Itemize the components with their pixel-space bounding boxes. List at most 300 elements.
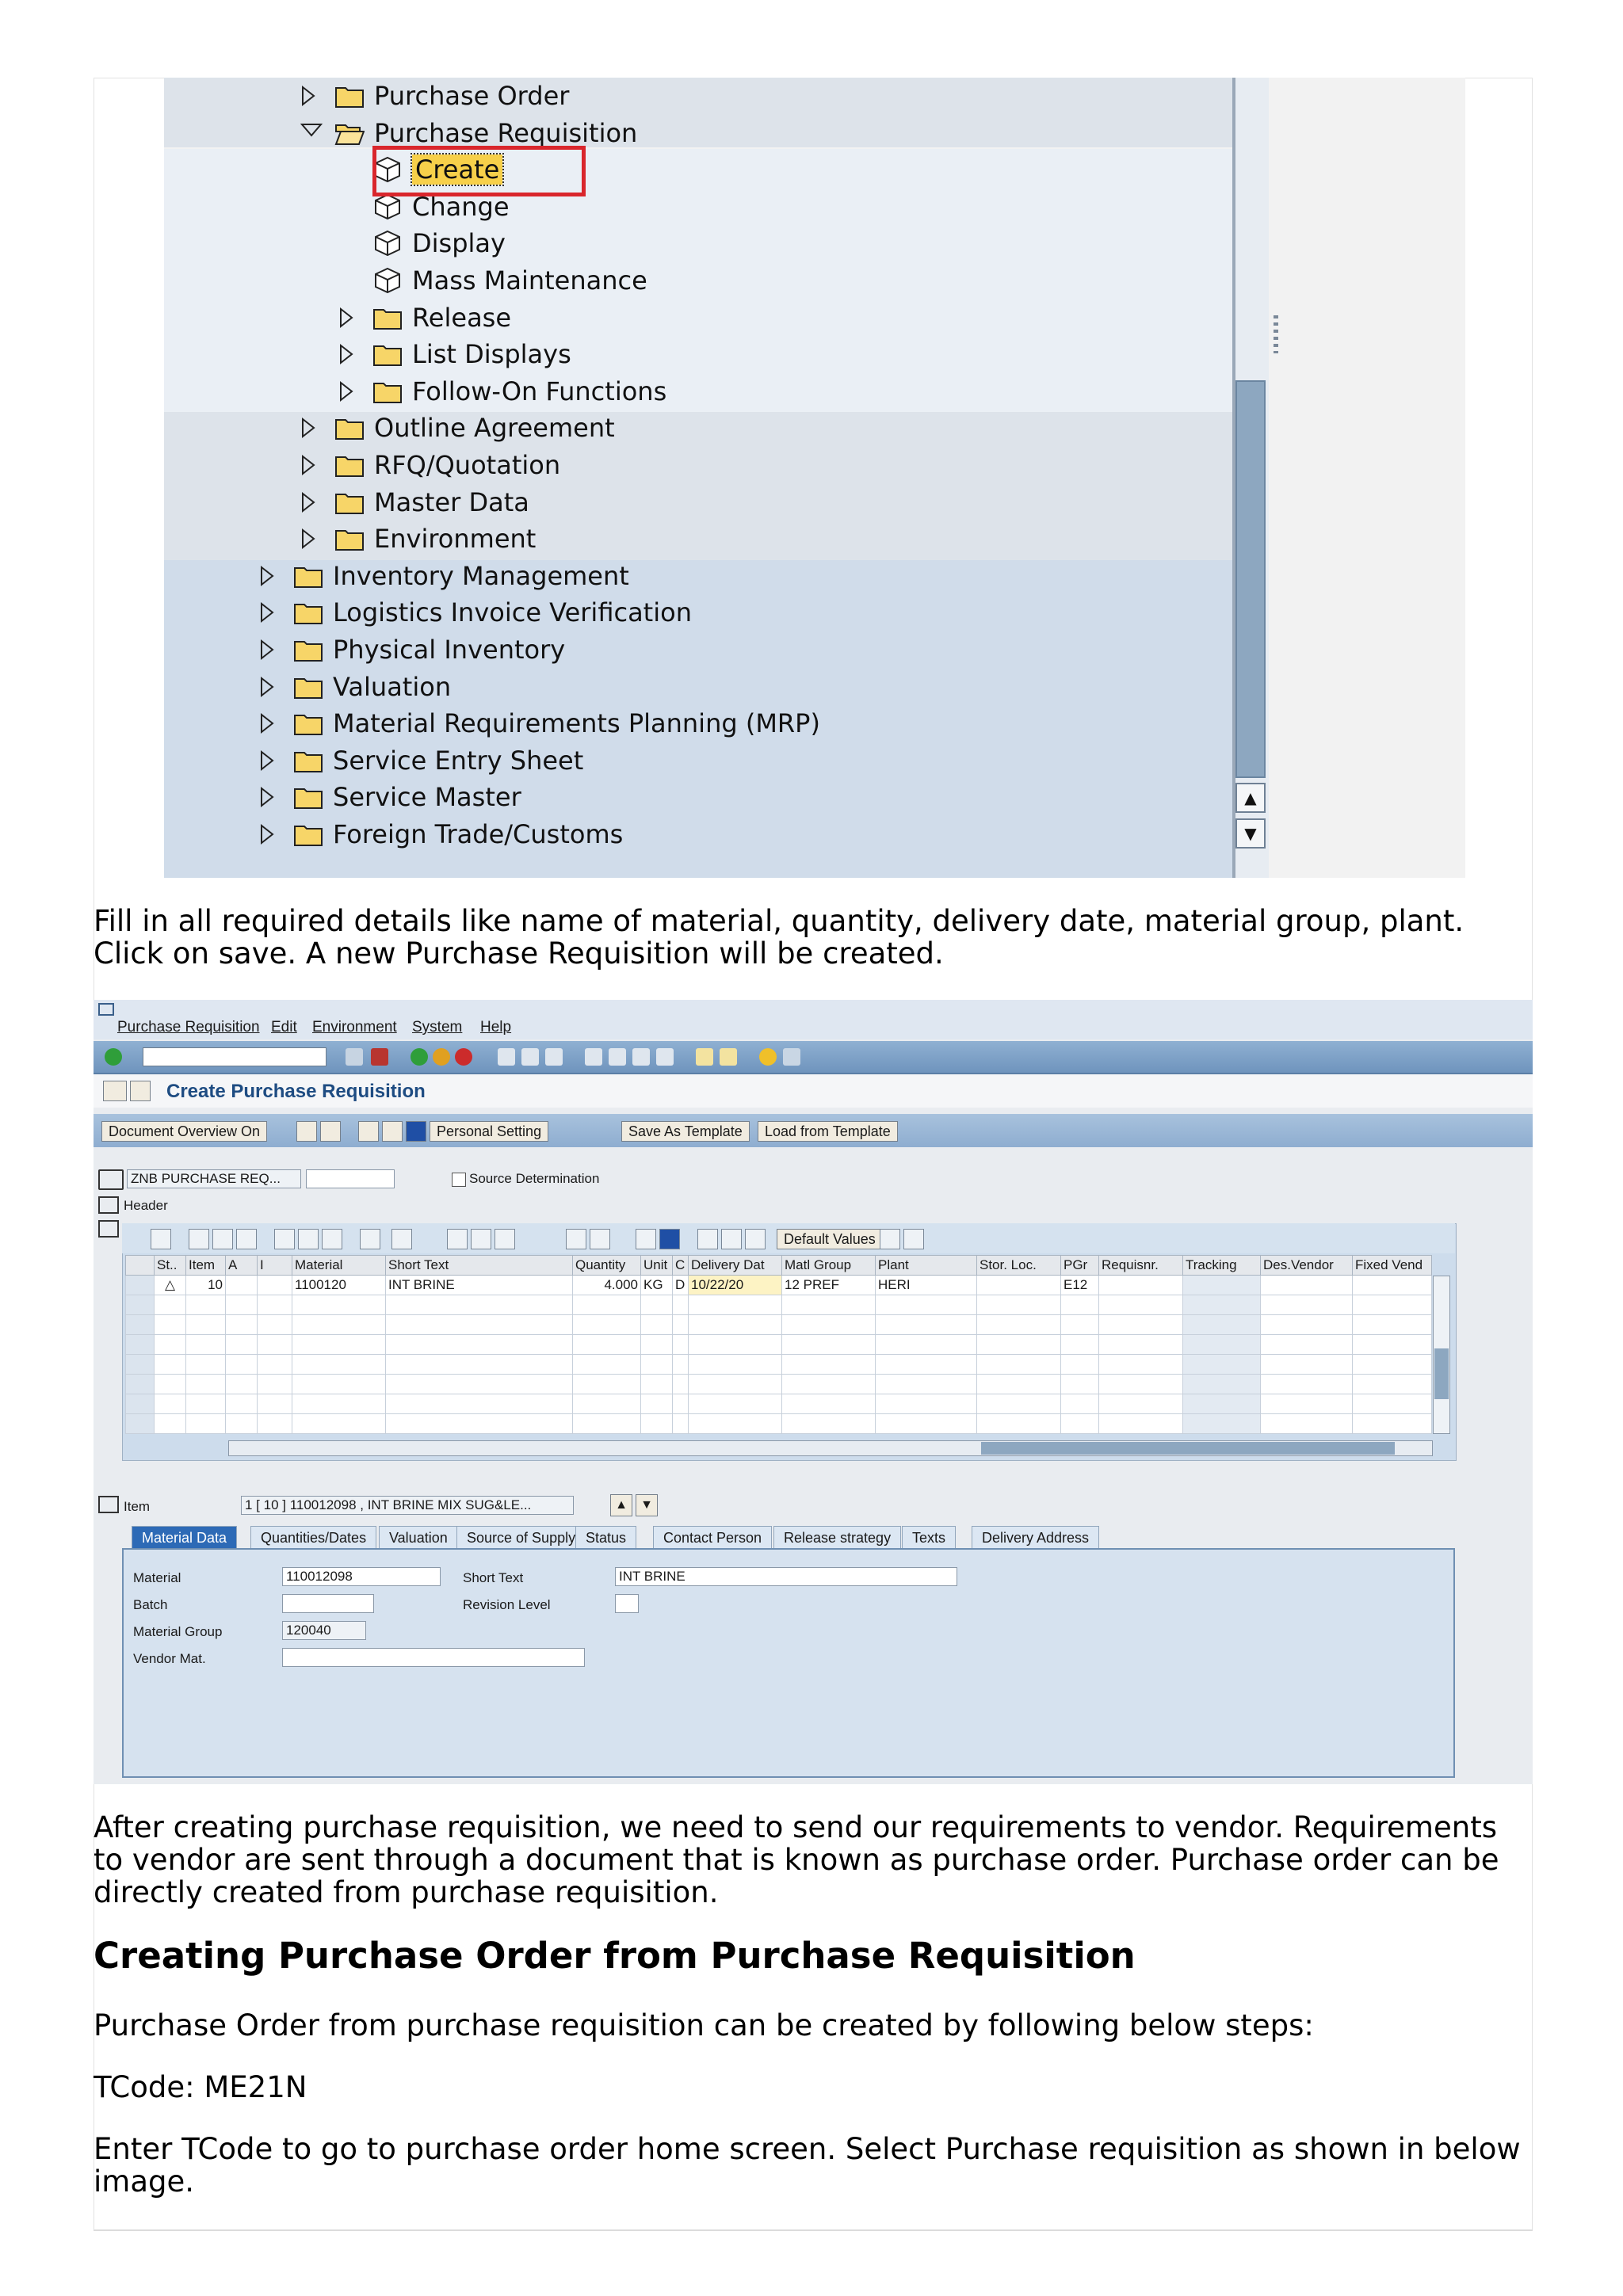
delete-row-icon[interactable] <box>212 1229 233 1249</box>
collapsed-triangle-icon[interactable] <box>300 490 317 514</box>
grid-cell[interactable] <box>292 1414 386 1434</box>
shortcut-icon[interactable] <box>720 1048 737 1066</box>
grid-cell[interactable] <box>876 1394 977 1414</box>
grid-cell[interactable] <box>186 1355 226 1375</box>
print-icon[interactable] <box>498 1048 515 1066</box>
insert-row-icon[interactable] <box>236 1229 257 1249</box>
grid-cell[interactable] <box>226 1276 258 1295</box>
window-menu-icon[interactable] <box>98 1003 114 1016</box>
grid-cell[interactable] <box>977 1414 1061 1434</box>
grid-cell[interactable] <box>155 1375 186 1394</box>
grid-cell[interactable] <box>641 1335 673 1355</box>
grid-cell[interactable] <box>258 1414 292 1434</box>
grid-cell[interactable] <box>1099 1276 1183 1295</box>
checkbox-box[interactable] <box>452 1173 466 1187</box>
column-header[interactable]: Des.Vendor <box>1261 1256 1353 1276</box>
previous-page-icon[interactable] <box>609 1048 626 1066</box>
grid-cell[interactable] <box>673 1355 689 1375</box>
load-from-template-button[interactable]: Load from Template <box>758 1121 898 1142</box>
grid-cell[interactable] <box>1353 1295 1432 1315</box>
grid-info-icon[interactable] <box>659 1229 680 1249</box>
tree-item-follow-on-functions[interactable] <box>338 373 666 410</box>
column-header[interactable]: Matl Group <box>782 1256 876 1276</box>
grid-cell[interactable] <box>1353 1394 1432 1414</box>
tree-item-mass-maintenance[interactable] <box>372 262 647 299</box>
grid-cell[interactable] <box>1183 1276 1261 1295</box>
collapsed-triangle-icon[interactable] <box>300 84 317 108</box>
table-row[interactable] <box>126 1414 1432 1434</box>
grid-cell[interactable] <box>386 1295 573 1315</box>
grid-cell[interactable] <box>782 1414 876 1434</box>
grid-cell[interactable] <box>1183 1414 1261 1434</box>
grid-cell[interactable] <box>258 1375 292 1394</box>
cancel-icon[interactable] <box>455 1048 472 1066</box>
column-header[interactable]: St.. <box>155 1256 186 1276</box>
row-selector[interactable] <box>126 1355 155 1375</box>
services-for-object-icon[interactable] <box>103 1081 127 1101</box>
sum-icon[interactable] <box>391 1229 412 1249</box>
grid-vertical-thumb[interactable] <box>1434 1348 1449 1399</box>
grid-cell[interactable]: HERI <box>876 1276 977 1295</box>
grid-cell[interactable] <box>1099 1335 1183 1355</box>
grid-cell[interactable] <box>1061 1295 1099 1315</box>
grid-cell[interactable] <box>641 1375 673 1394</box>
grid-cell[interactable] <box>258 1394 292 1414</box>
grid-cell[interactable] <box>1061 1414 1099 1434</box>
grid-cell[interactable] <box>876 1335 977 1355</box>
grid-cell[interactable] <box>1099 1355 1183 1375</box>
release-icon[interactable] <box>745 1229 766 1249</box>
find-icon[interactable] <box>521 1048 539 1066</box>
tree-item-rfq-quotation[interactable] <box>300 447 560 483</box>
export-icon[interactable] <box>447 1229 468 1249</box>
back-icon[interactable] <box>411 1048 428 1066</box>
default-values-button[interactable]: Default Values <box>777 1229 883 1249</box>
grid-cell[interactable]: INT BRINE <box>386 1276 573 1295</box>
grid-cell[interactable] <box>186 1375 226 1394</box>
tab-delivery-address[interactable]: Delivery Address <box>972 1526 1099 1548</box>
last-page-icon[interactable] <box>656 1048 674 1066</box>
grid-cell[interactable]: 4.000 <box>573 1276 641 1295</box>
grid-cell[interactable] <box>573 1375 641 1394</box>
grid-cell[interactable] <box>1261 1355 1353 1375</box>
grid-cell[interactable] <box>155 1335 186 1355</box>
text-icon[interactable] <box>880 1229 900 1249</box>
create-document-icon[interactable] <box>296 1121 317 1142</box>
help-icon[interactable] <box>759 1048 777 1066</box>
row-selector[interactable] <box>126 1276 155 1295</box>
menu-system[interactable]: System <box>412 1019 463 1035</box>
batch-field[interactable] <box>282 1594 374 1613</box>
tree-item-display[interactable] <box>372 225 506 261</box>
hold-icon[interactable] <box>130 1081 151 1101</box>
grid-cell[interactable] <box>689 1414 782 1434</box>
layout-menu-icon[interactable] <box>783 1048 800 1066</box>
grid-cell[interactable] <box>386 1375 573 1394</box>
grid-cell[interactable] <box>1183 1375 1261 1394</box>
grid-cell[interactable] <box>1353 1315 1432 1335</box>
tree-item-list-displays[interactable] <box>338 336 571 372</box>
grid-cell[interactable] <box>977 1335 1061 1355</box>
grid-cell[interactable] <box>258 1315 292 1335</box>
grid-cell[interactable] <box>386 1355 573 1375</box>
grid-cell[interactable]: 10/22/20 <box>689 1276 782 1295</box>
first-page-icon[interactable] <box>585 1048 602 1066</box>
next-item-icon[interactable]: ▼ <box>636 1494 658 1516</box>
grid-cell[interactable] <box>876 1355 977 1375</box>
menu-help[interactable]: Help <box>480 1019 512 1035</box>
grid-cell[interactable] <box>689 1315 782 1335</box>
table-row[interactable] <box>126 1315 1432 1335</box>
graphic-icon[interactable] <box>495 1229 515 1249</box>
grid-cell[interactable] <box>186 1335 226 1355</box>
collapsed-triangle-icon[interactable] <box>258 675 276 699</box>
grid-cell[interactable] <box>782 1375 876 1394</box>
vendor-material-field[interactable] <box>282 1648 585 1667</box>
grid-cell[interactable] <box>386 1315 573 1335</box>
grid-cell[interactable] <box>1061 1315 1099 1335</box>
details-icon[interactable] <box>151 1229 171 1249</box>
grid-cell[interactable] <box>876 1375 977 1394</box>
grid-cell[interactable] <box>673 1335 689 1355</box>
collapsed-triangle-icon[interactable] <box>258 601 276 624</box>
scroll-down-icon[interactable]: ▼ <box>1235 818 1266 849</box>
send-icon[interactable] <box>471 1229 491 1249</box>
header-expand-icon[interactable] <box>98 1196 119 1214</box>
grid-cell[interactable] <box>226 1414 258 1434</box>
new-session-icon[interactable] <box>696 1048 713 1066</box>
grid-cell[interactable] <box>292 1315 386 1335</box>
tab-valuation[interactable]: Valuation <box>379 1526 458 1548</box>
grid-cell[interactable] <box>673 1394 689 1414</box>
column-header[interactable]: Short Text <box>386 1256 573 1276</box>
grid-cell[interactable] <box>1353 1276 1432 1295</box>
grid-cell[interactable] <box>1099 1315 1183 1335</box>
grid-cell[interactable] <box>155 1295 186 1315</box>
collapsed-triangle-icon[interactable] <box>338 306 355 330</box>
column-header[interactable]: Plant <box>876 1256 977 1276</box>
grid-cell[interactable]: 10 <box>186 1276 226 1295</box>
table-row[interactable] <box>126 1276 1432 1295</box>
menu-edit[interactable]: Edit <box>271 1019 297 1035</box>
menu-purchase-requisition[interactable]: Purchase Requisition <box>117 1019 260 1035</box>
previous-item-icon[interactable]: ▲ <box>610 1494 632 1516</box>
tree-item-physical-inventory[interactable] <box>258 631 565 668</box>
check-document-icon[interactable] <box>382 1121 403 1142</box>
grid-cell[interactable] <box>226 1394 258 1414</box>
grid-cell[interactable] <box>1261 1276 1353 1295</box>
tab-material-data[interactable]: Material Data <box>132 1526 237 1548</box>
tree-item-service-entry-sheet[interactable] <box>258 742 583 779</box>
back-arrow-icon[interactable] <box>346 1048 363 1066</box>
grid-cell[interactable] <box>186 1315 226 1335</box>
grid-cell[interactable] <box>641 1394 673 1414</box>
tab-contact-person[interactable]: Contact Person <box>653 1526 772 1548</box>
grid-cell[interactable] <box>292 1335 386 1355</box>
set-filter-icon[interactable] <box>360 1229 380 1249</box>
grid-cell[interactable] <box>1353 1355 1432 1375</box>
row-selector-header[interactable] <box>126 1256 155 1276</box>
grid-cell[interactable] <box>673 1295 689 1315</box>
grid-cell[interactable] <box>155 1414 186 1434</box>
grid-cell[interactable] <box>1353 1335 1432 1355</box>
row-selector[interactable] <box>126 1335 155 1355</box>
column-header[interactable]: Stor. Loc. <box>977 1256 1061 1276</box>
grid-cell[interactable] <box>292 1394 386 1414</box>
grid-cell[interactable] <box>673 1375 689 1394</box>
grid-cell[interactable] <box>689 1355 782 1375</box>
collapsed-triangle-icon[interactable] <box>258 638 276 662</box>
grid-cell[interactable] <box>226 1335 258 1355</box>
grid-cell[interactable] <box>689 1295 782 1315</box>
grid-cell[interactable] <box>186 1394 226 1414</box>
grid-horizontal-thumb[interactable] <box>981 1442 1395 1455</box>
source-determination-checkbox[interactable] <box>452 1171 599 1187</box>
grid-cell[interactable] <box>641 1414 673 1434</box>
source-assignment-icon[interactable] <box>697 1229 718 1249</box>
collapsed-triangle-icon[interactable] <box>338 379 355 403</box>
column-header[interactable]: Quantity <box>573 1256 641 1276</box>
row-selector[interactable] <box>126 1394 155 1414</box>
save-as-template-button[interactable]: Save As Template <box>621 1121 750 1142</box>
grid-cell[interactable] <box>1183 1315 1261 1335</box>
grid-cell[interactable] <box>1261 1295 1353 1315</box>
grid-cell[interactable] <box>258 1335 292 1355</box>
grid-cell[interactable] <box>1353 1375 1432 1394</box>
enter-check-icon[interactable] <box>105 1048 122 1066</box>
grid-cell[interactable] <box>782 1394 876 1414</box>
grid-cell[interactable] <box>689 1335 782 1355</box>
grid-cell[interactable] <box>1061 1335 1099 1355</box>
grid-cell[interactable] <box>258 1355 292 1375</box>
filter-icon[interactable] <box>298 1229 319 1249</box>
grid-cell[interactable] <box>573 1414 641 1434</box>
save-icon[interactable] <box>371 1048 388 1066</box>
row-selector[interactable] <box>126 1315 155 1335</box>
grid-cell[interactable] <box>782 1315 876 1335</box>
grid-cell[interactable] <box>689 1394 782 1414</box>
table-row[interactable] <box>126 1375 1432 1394</box>
column-header[interactable]: Requisnr. <box>1099 1256 1183 1276</box>
item-overview-collapse-icon[interactable] <box>98 1220 119 1238</box>
tree-item-valuation[interactable] <box>258 669 451 705</box>
column-header[interactable]: PGr <box>1061 1256 1099 1276</box>
collapsed-triangle-icon[interactable] <box>300 453 317 477</box>
command-field[interactable] <box>143 1047 327 1066</box>
select-layout-icon[interactable] <box>590 1229 610 1249</box>
grid-cell[interactable] <box>1261 1335 1353 1355</box>
find-next-icon[interactable] <box>545 1048 563 1066</box>
grid-cell[interactable] <box>573 1335 641 1355</box>
grid-cell[interactable] <box>573 1355 641 1375</box>
grid-cell[interactable] <box>1099 1394 1183 1414</box>
grid-cell[interactable] <box>155 1315 186 1335</box>
grid-cell[interactable] <box>226 1295 258 1315</box>
table-row[interactable] <box>126 1355 1432 1375</box>
material-group-field[interactable]: 120040 <box>282 1621 366 1640</box>
tree-item-master-data[interactable] <box>300 484 529 521</box>
document-type-select[interactable]: ZNB PURCHASE REQ... <box>127 1169 301 1188</box>
grid-cell[interactable] <box>1061 1355 1099 1375</box>
grid-cell[interactable] <box>977 1295 1061 1315</box>
column-header[interactable]: Delivery Dat <box>689 1256 782 1276</box>
collapsed-triangle-icon[interactable] <box>258 785 276 809</box>
column-header[interactable]: C <box>673 1256 689 1276</box>
grid-cell[interactable] <box>226 1315 258 1335</box>
grid-cell[interactable] <box>1353 1414 1432 1434</box>
hold-document-icon[interactable] <box>358 1121 379 1142</box>
tab-quantities-dates[interactable]: Quantities/Dates <box>250 1526 376 1548</box>
grid-cell[interactable] <box>1099 1295 1183 1315</box>
column-header[interactable]: Tracking <box>1183 1256 1261 1276</box>
row-selector[interactable] <box>126 1375 155 1394</box>
tree-item-logistics-invoice-verification[interactable] <box>258 594 692 631</box>
column-header[interactable]: Fixed Vend <box>1353 1256 1432 1276</box>
tree-item-material-requirements-planning-mrp[interactable] <box>258 705 820 742</box>
grid-cell[interactable] <box>1061 1375 1099 1394</box>
grid-cell[interactable] <box>977 1375 1061 1394</box>
document-overview-button[interactable]: Document Overview On <box>101 1121 267 1142</box>
tab-source-of-supply[interactable]: Source of Supply <box>456 1526 586 1548</box>
grid-cell[interactable] <box>155 1355 186 1375</box>
tree-item-inventory-management[interactable] <box>258 558 629 594</box>
grid-cell[interactable] <box>1261 1394 1353 1414</box>
tab-texts[interactable]: Texts <box>902 1526 956 1548</box>
item-collapse-icon[interactable] <box>98 1496 119 1513</box>
menu-environment[interactable]: Environment <box>312 1019 397 1035</box>
grid-cell[interactable] <box>782 1335 876 1355</box>
tree-item-service-master[interactable] <box>258 779 521 815</box>
expanded-triangle-icon[interactable] <box>300 121 323 145</box>
table-row[interactable] <box>126 1295 1432 1315</box>
grid-cell[interactable] <box>1099 1375 1183 1394</box>
copy-row-icon[interactable] <box>189 1229 209 1249</box>
next-page-icon[interactable] <box>632 1048 650 1066</box>
grid-cell[interactable] <box>226 1375 258 1394</box>
grid-cell[interactable] <box>641 1295 673 1315</box>
grid-cell[interactable] <box>1261 1315 1353 1335</box>
grid-cell[interactable] <box>1183 1335 1261 1355</box>
column-header[interactable]: Item <box>186 1256 226 1276</box>
grid-cell[interactable] <box>386 1394 573 1414</box>
grid-cell[interactable] <box>977 1355 1061 1375</box>
column-header[interactable]: I <box>258 1256 292 1276</box>
grid-cell[interactable] <box>782 1355 876 1375</box>
info-icon[interactable] <box>406 1121 426 1142</box>
account-assignment-icon[interactable] <box>721 1229 742 1249</box>
collapsed-triangle-icon[interactable] <box>300 416 317 440</box>
grid-cell[interactable] <box>386 1335 573 1355</box>
personal-setting-button[interactable]: Personal Setting <box>430 1121 548 1142</box>
grid-cell[interactable]: 12 PREF <box>782 1276 876 1295</box>
tree-item-release[interactable] <box>338 299 511 336</box>
grid-cell[interactable] <box>977 1315 1061 1335</box>
grid-cell[interactable] <box>386 1414 573 1434</box>
find-grid-icon[interactable] <box>322 1229 342 1249</box>
tab-status[interactable]: Status <box>575 1526 636 1548</box>
grid-cell[interactable] <box>1183 1394 1261 1414</box>
grid-cell[interactable] <box>573 1394 641 1414</box>
grid-cell[interactable] <box>258 1276 292 1295</box>
grid-cell[interactable] <box>1099 1414 1183 1434</box>
grid-cell[interactable] <box>876 1295 977 1315</box>
grid-cell[interactable] <box>689 1375 782 1394</box>
grid-cell[interactable] <box>782 1295 876 1315</box>
copy-requisition-icon[interactable] <box>636 1229 656 1249</box>
row-selector[interactable] <box>126 1295 155 1315</box>
grid-cell[interactable] <box>1183 1295 1261 1315</box>
short-text-field[interactable]: INT BRINE <box>615 1567 957 1586</box>
material-field[interactable]: 110012098 <box>282 1567 441 1586</box>
tree-item-purchase-order[interactable] <box>300 78 569 114</box>
table-row[interactable] <box>126 1394 1432 1414</box>
grid-cell[interactable] <box>155 1394 186 1414</box>
collapsed-triangle-icon[interactable] <box>338 342 355 366</box>
tree-item-foreign-trade-customs[interactable] <box>258 816 623 852</box>
grid-cell[interactable] <box>292 1355 386 1375</box>
grid-cell[interactable]: 1100120 <box>292 1276 386 1295</box>
collapsed-triangle-icon[interactable] <box>258 564 276 588</box>
item-select[interactable]: 1 [ 10 ] 110012098 , INT BRINE MIX SUG&LE... <box>241 1496 574 1515</box>
collapsed-triangle-icon[interactable] <box>300 527 317 551</box>
row-selector[interactable] <box>126 1414 155 1434</box>
grid-cell[interactable]: △ <box>155 1276 186 1295</box>
revision-level-field[interactable] <box>615 1594 639 1613</box>
tree-item-outline-agreement[interactable] <box>300 410 615 446</box>
grid-cell[interactable] <box>1261 1375 1353 1394</box>
print-preview-icon[interactable] <box>274 1229 295 1249</box>
grid-cell[interactable] <box>1261 1414 1353 1434</box>
scroll-up-icon[interactable]: ▲ <box>1235 783 1266 813</box>
collapsed-triangle-icon[interactable] <box>258 749 276 772</box>
grid-cell[interactable] <box>876 1414 977 1434</box>
grid-cell[interactable] <box>573 1315 641 1335</box>
change-layout-icon[interactable] <box>566 1229 586 1249</box>
grid-cell[interactable] <box>292 1295 386 1315</box>
grid-cell[interactable] <box>1061 1394 1099 1414</box>
grid-cell[interactable] <box>641 1315 673 1335</box>
other-document-icon[interactable] <box>320 1121 341 1142</box>
column-header[interactable]: Material <box>292 1256 386 1276</box>
grid-cell[interactable]: D <box>673 1276 689 1295</box>
grid-cell[interactable] <box>186 1414 226 1434</box>
grid-cell[interactable] <box>977 1276 1061 1295</box>
grid-cell[interactable] <box>292 1375 386 1394</box>
document-number-field[interactable] <box>306 1169 395 1188</box>
splitter-grip-icon[interactable] <box>1274 315 1278 353</box>
grid-cell[interactable] <box>258 1295 292 1315</box>
exit-icon[interactable] <box>433 1048 450 1066</box>
table-row[interactable] <box>126 1335 1432 1355</box>
column-header[interactable]: Unit <box>641 1256 673 1276</box>
collapsed-triangle-icon[interactable] <box>258 711 276 735</box>
grid-cell[interactable]: KG <box>641 1276 673 1295</box>
tab-release-strategy[interactable]: Release strategy <box>773 1526 901 1548</box>
tree-item-environment[interactable] <box>300 521 536 557</box>
grid-cell[interactable] <box>186 1295 226 1315</box>
grid-cell[interactable] <box>673 1414 689 1434</box>
grid-cell[interactable]: E12 <box>1061 1276 1099 1295</box>
collapsed-triangle-icon[interactable] <box>258 822 276 846</box>
grid-cell[interactable] <box>641 1355 673 1375</box>
grid-cell[interactable] <box>226 1355 258 1375</box>
more-icon[interactable] <box>903 1229 924 1249</box>
grid-cell[interactable] <box>573 1295 641 1315</box>
grid-cell[interactable] <box>1183 1355 1261 1375</box>
tree-scroll-thumb[interactable] <box>1235 380 1266 778</box>
grid-cell[interactable] <box>673 1315 689 1335</box>
grid-cell[interactable] <box>876 1315 977 1335</box>
